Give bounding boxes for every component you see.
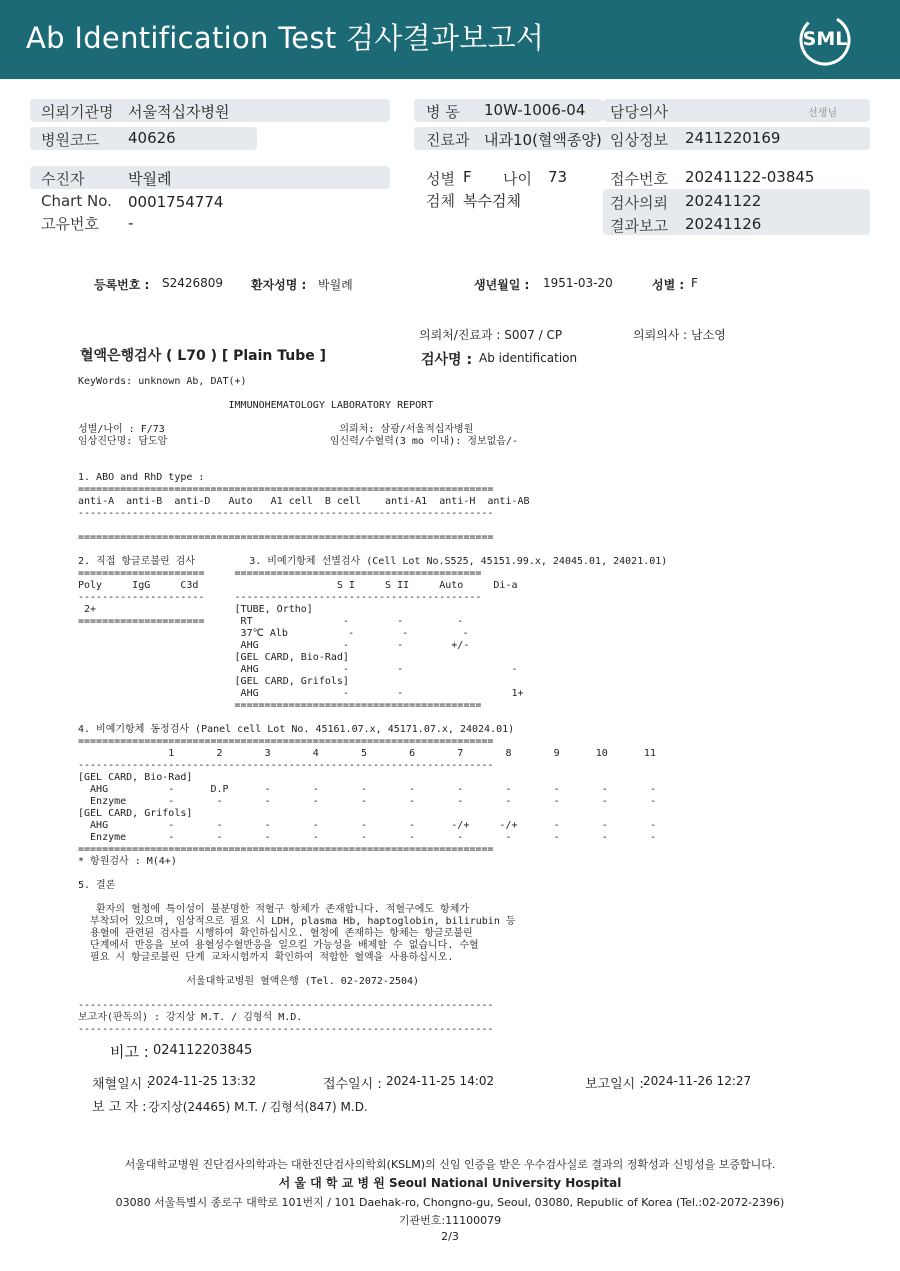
code-label: 병원코드 — [41, 131, 99, 149]
ward-value: 10W-1006-04 — [484, 101, 586, 119]
inst-value: 서울적십자병원 — [128, 103, 230, 121]
report-line — [78, 448, 667, 460]
reg-sex-label: 성별 : — [652, 278, 685, 292]
dob-value: 1951-03-20 — [543, 276, 613, 290]
note-value: 024112203845 — [153, 1043, 253, 1058]
rep-value: 20241126 — [685, 215, 762, 233]
collect-value: 2024-11-25 13:32 — [148, 1074, 257, 1088]
report-line: 성별/나이 : F/73 의뢰처: 삼광/서울적십자병원 — [78, 424, 474, 435]
report-line: --------------------------------------------------------------------- — [78, 508, 494, 519]
regno-label: 등록번호 : — [94, 278, 150, 292]
report-line — [78, 520, 667, 532]
footer-address: 03080 서울특별시 종로구 대학로 101번지 / 101 Daehak-ro, Chongno-gu, Seoul, 03080, Republic of Korea (Tel.:02-2072-2396) — [115, 1196, 785, 1209]
age-label: 나이 — [503, 170, 532, 188]
dept-value: 내과10(혈액종양) — [484, 131, 602, 149]
report-line: ===================================================================== — [78, 532, 494, 543]
report-line: 37℃ Alb - - - — [78, 628, 469, 639]
uid-value: - — [128, 214, 134, 232]
report-line: anti-A anti-B anti-D Auto A1 cell B cell anti-A1 anti-H anti-AB — [78, 496, 530, 507]
sml-logo-icon — [798, 13, 852, 67]
report-value: 2024-11-26 12:27 — [643, 1074, 752, 1088]
report-line: AHG - D.P - - - - - - - - - — [78, 784, 656, 795]
dept-line: 의뢰처/진료과 : S007 / CP — [419, 328, 563, 342]
name-value: 박월례 — [318, 278, 353, 292]
report-line: [GEL CARD, Bio-Rad] — [78, 652, 349, 663]
report-line: Enzyme - - - - - - - - - - - — [78, 796, 656, 807]
footer-page: 2/3 — [441, 1230, 459, 1243]
note-label: 비고 : — [110, 1043, 149, 1061]
report-line: Poly IgG C3d S I S II Auto Di-a — [78, 580, 518, 591]
req-value: 20241122 — [685, 192, 762, 210]
spec-value: 복수검체 — [463, 192, 521, 210]
reg-sex-value: F — [691, 276, 698, 290]
report-line — [78, 868, 667, 880]
report-line: --------------------------------------------------------------------- — [78, 1000, 494, 1011]
uid-label: 고유번호 — [41, 215, 99, 233]
testname-label: 검사명 : — [421, 352, 473, 368]
clin-label: 임상정보 — [610, 131, 668, 149]
dob-label: 생년월일 : — [474, 278, 530, 292]
report-text — [78, 376, 667, 1036]
dept-label: 진료과 — [426, 131, 470, 149]
receive-label: 접수일시 : — [323, 1077, 382, 1092]
doctor-value: 선생님 — [808, 108, 837, 119]
report-line: IMMUNOHEMATOLOGY LABORATORY REPORT — [78, 400, 434, 411]
report-line: Enzyme - - - - - - - - - - - — [78, 832, 656, 843]
report-line: ===================================================================== — [78, 844, 494, 855]
report-line: 임상진단명: 담도암 임신력/수혈력(3 mo 이내): 정보없음/- — [78, 436, 519, 447]
name-label: 환자성명 : — [251, 278, 307, 292]
report-line: ========================================= — [78, 700, 482, 711]
report-line: 5. 결론 — [78, 880, 116, 891]
report-line: ===================================================================== — [78, 736, 494, 747]
code-value: 40626 — [128, 129, 176, 147]
ward-label: 병 동 — [426, 103, 460, 121]
report-line — [78, 460, 667, 472]
logo-text: SML — [802, 28, 848, 50]
test-title: 혈액은행검사 ( L70 ) [ Plain Tube ] — [80, 348, 327, 364]
sex-label: 성별 — [426, 170, 455, 188]
report-line: [GEL CARD, Grifols] — [78, 808, 193, 819]
report-line: ===================== ========================================= — [78, 568, 482, 579]
report-line: * 항원검사 : M(4+) — [78, 856, 177, 867]
report-line: 용혈에 관련된 검사를 시행하여 확인하십시오. 혈청에 존재하는 항체는 항글로불린 — [78, 928, 473, 939]
report-label: 보고일시 : — [585, 1077, 644, 1092]
report-line: 부착되어 있으며, 임상적으로 필요 시 LDH, plasma Hb, haptoglobin, bilirubin 등 — [78, 916, 516, 927]
report-line: 단계에서 반응을 보여 용혈성수혈반응을 일으킬 가능성을 배제할 수 없습니다. 수혈 — [78, 940, 479, 951]
report-line: 2. 직접 항글로불린 검사 3. 비예기항체 선별검사 (Cell Lot No.S525, 45151.99.x, 24045.01, 24021.01) — [78, 556, 668, 567]
recv-label: 접수번호 — [610, 170, 668, 188]
report-line: ===================== RT - - - — [78, 616, 464, 627]
footer-org-no: 기관번호:11100079 — [398, 1214, 502, 1227]
testname-value: Ab identification — [479, 351, 578, 365]
report-line — [78, 988, 667, 1000]
reporter-value: 강지상(24465) M.T. / 김형석(847) M.D. — [148, 1100, 368, 1114]
report-line: --------------------- ----------------------------------------- — [78, 592, 482, 603]
report-line: [GEL CARD, Grifols] — [78, 676, 349, 687]
report-line: 보고자(판독의) : 강지상 M.T. / 김형석 M.D. — [78, 1012, 303, 1023]
reporter-label: 보 고 자 : — [92, 1100, 147, 1115]
report-line: [GEL CARD, Bio-Rad] — [78, 772, 193, 783]
report-line: AHG - - - - - - -/+ -/+ - - - — [78, 820, 656, 831]
report-line: 환자의 혈청에 특이성이 불분명한 적혈구 항체가 존재합니다. 적혈구에도 항체가 — [78, 904, 470, 915]
chart-label: Chart No. — [41, 192, 112, 210]
report-line: ===================================================================== — [78, 484, 494, 495]
report-line: 2+ [TUBE, Ortho] — [78, 604, 313, 615]
report-line: --------------------------------------------------------------------- — [78, 1024, 494, 1035]
report-line — [78, 412, 667, 424]
report-line — [78, 892, 667, 904]
page-header — [0, 0, 900, 79]
age-value: 73 — [548, 168, 568, 186]
report-line: 서울대학교병원 혈액은행 (Tel. 02-2072-2504) — [78, 976, 420, 987]
req-label: 검사의뢰 — [610, 194, 668, 212]
rep-label: 결과보고 — [610, 217, 668, 235]
report-line — [78, 712, 667, 724]
report-line: AHG - - 1+ — [78, 688, 524, 699]
report-line: AHG - - - — [78, 664, 518, 675]
page-title: Ab Identification Test 검사결과보고서 — [26, 21, 545, 55]
chart-value: 0001754774 — [128, 193, 224, 211]
sex-value: F — [463, 168, 472, 186]
footer-cert: 서울대학교병원 진단검사의학과는 대한진단검사의학회(KSLM)의 신임 인증을 받은 우수검사실로 결과의 정확성과 신빙성을 보증합니다. — [124, 1158, 776, 1171]
receive-value: 2024-11-25 14:02 — [386, 1074, 495, 1088]
footer-hospital: 서 울 대 학 교 병 원 Seoul National University Hospital — [278, 1176, 622, 1190]
doctor-label: 담당의사 — [610, 103, 668, 121]
report-line: AHG - - +/- — [78, 640, 470, 651]
collect-label: 채혈일시 : — [92, 1077, 151, 1092]
clin-value: 2411220169 — [685, 129, 781, 147]
report-line: 1 2 3 4 5 6 7 8 9 10 11 — [78, 748, 656, 759]
inst-label: 의뢰기관명 — [41, 103, 114, 121]
report-line — [78, 544, 667, 556]
report-line — [78, 388, 667, 400]
regno-value: S2426809 — [162, 276, 224, 290]
report-line: 4. 비예기항체 동정검사 (Panel cell Lot No. 45161.07.x, 45171.07.x, 24024.01) — [78, 724, 515, 735]
report-line — [78, 964, 667, 976]
recv-value: 20241122-03845 — [685, 168, 815, 186]
patient-label: 수진자 — [41, 170, 85, 188]
report-line: 필요 시 항글로불린 단계 교차시험까지 확인하여 적합한 혈액을 사용하십시오. — [78, 952, 454, 963]
spec-label: 검체 — [426, 192, 455, 210]
report-line: --------------------------------------------------------------------- — [78, 760, 494, 771]
doc-line: 의뢰의사 : 남소영 — [633, 328, 726, 342]
report-line: 1. ABO and RhD type : — [78, 472, 205, 483]
patient-value: 박월례 — [128, 170, 172, 188]
report-line: KeyWords: unknown Ab, DAT(+) — [78, 376, 247, 387]
